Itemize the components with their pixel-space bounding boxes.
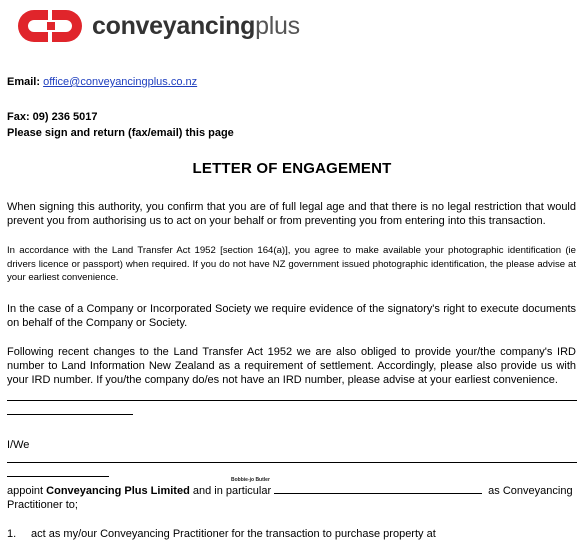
email-line (7, 75, 576, 89)
name-line-full[interactable] (7, 462, 577, 463)
appoint-middle: and in particular (189, 485, 272, 497)
conveyancing-plus-logo-icon (14, 6, 86, 46)
signature-line-short[interactable] (7, 414, 133, 415)
item-number: 1. (7, 528, 17, 540)
signer-hint: Bobbie-jo Butler (231, 477, 270, 483)
appoint-company: Conveyancing Plus Limited (46, 485, 190, 497)
paragraph-identification: In accordance with the Land Transfer Act 1952 [section 164(a)], you agree to make available your photographic identification (ie drivers licence or passport) when required. If you do not have NZ government issued photographic identification, the please advise at your earliest convenience. (7, 245, 576, 284)
practitioner-name-field[interactable] (274, 484, 482, 494)
email-link[interactable]: office@conveyancingplus.co.nz (43, 76, 198, 88)
list-item (7, 527, 436, 541)
signature-line-full[interactable] (7, 400, 577, 401)
paragraph-company: In the case of a Company or Incorporated Society we require evidence of the signatory's right to execute documents on behalf of the Company or Society. (7, 303, 576, 329)
email-label: Email: (7, 76, 41, 88)
paragraph-ird: Following recent changes to the Land Transfer Act 1952 we are also obliged to provide your/the company's IRD number to Land Information New Zealand as a requirement of settlement. Accordingly, please also provide us with your IRD number. If you/the company do/es not have an IRD number, please advise at your earliest convenience. (7, 346, 576, 386)
iwe-label: I/We (7, 439, 30, 451)
appoint-clause (7, 484, 582, 512)
fax-line: Fax: 09) 236 5017 (7, 111, 98, 123)
appoint-prefix: appoint (7, 485, 47, 497)
appoint-suffix: as Conveyancing Practitioner to; (7, 485, 573, 511)
document-title: LETTER OF ENGAGEMENT (192, 160, 392, 177)
item-text: act as my/our Conveyancing Practitioner for the transaction to purchase property at (31, 528, 436, 540)
name-line-short[interactable] (7, 476, 109, 477)
paragraph-legal-age: When signing this authority, you confirm that you are of full legal age and that there is no legal restriction that would prevent you from authorising us to act on your behalf or from preventing you from entering into this transaction. (7, 201, 576, 227)
sign-instruction: Please sign and return (fax/email) this page (7, 127, 234, 139)
company-logo (14, 6, 300, 46)
brand-name: conveyancingplus (92, 11, 300, 40)
